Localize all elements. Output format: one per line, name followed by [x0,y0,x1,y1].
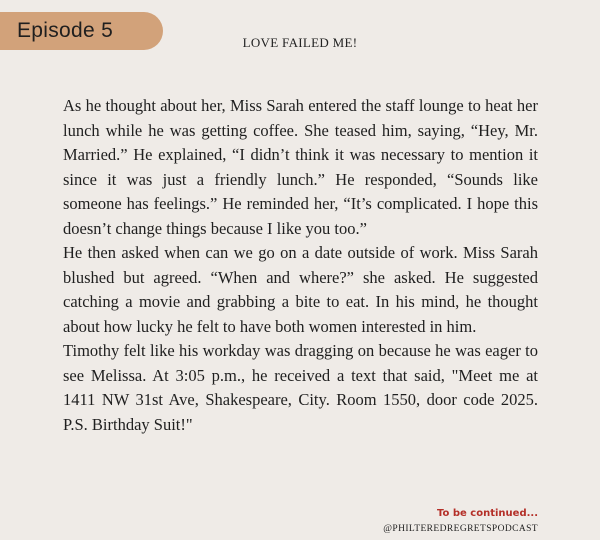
story-paragraph: Timothy felt like his workday was dragging on because he was eager to see Melissa. At 3:05 p.m., he received a text that said, "Meet me at 1411 NW 31st Ave, Shakespeare, City. Room 1550, door code 2025. P.S. Birthday Suit!" [63,341,538,434]
episode-label: Episode 5 [17,19,114,42]
story-paragraph: As he thought about her, Miss Sarah entered the staff lounge to heat her lunch while he was getting coffee. She teased him, saying, “Hey, Mr. Married.” He explained, “I didn’t think it was necessary to mention it since it was just a friendly lunch.” He responded, “Sounds like someone has feelings.” He reminded her, “It’s complicated. I hope this doesn’t change things because I like you too.” [63,96,538,238]
to-be-continued: To be continued... [437,508,538,519]
episode-title: LOVE FAILED ME! [242,35,358,50]
story-paragraph: He then asked when can we go on a date outside of work. Miss Sarah blushed but agreed. “When and where?” she asked. He suggested catching a movie and grabbing a bite to eat. In his mind, he thought about how lucky he felt to have both women interested in him. [63,243,538,336]
podcast-handle: @PHILTEREDREGRETSPODCAST [383,524,538,534]
story-text [63,94,538,437]
